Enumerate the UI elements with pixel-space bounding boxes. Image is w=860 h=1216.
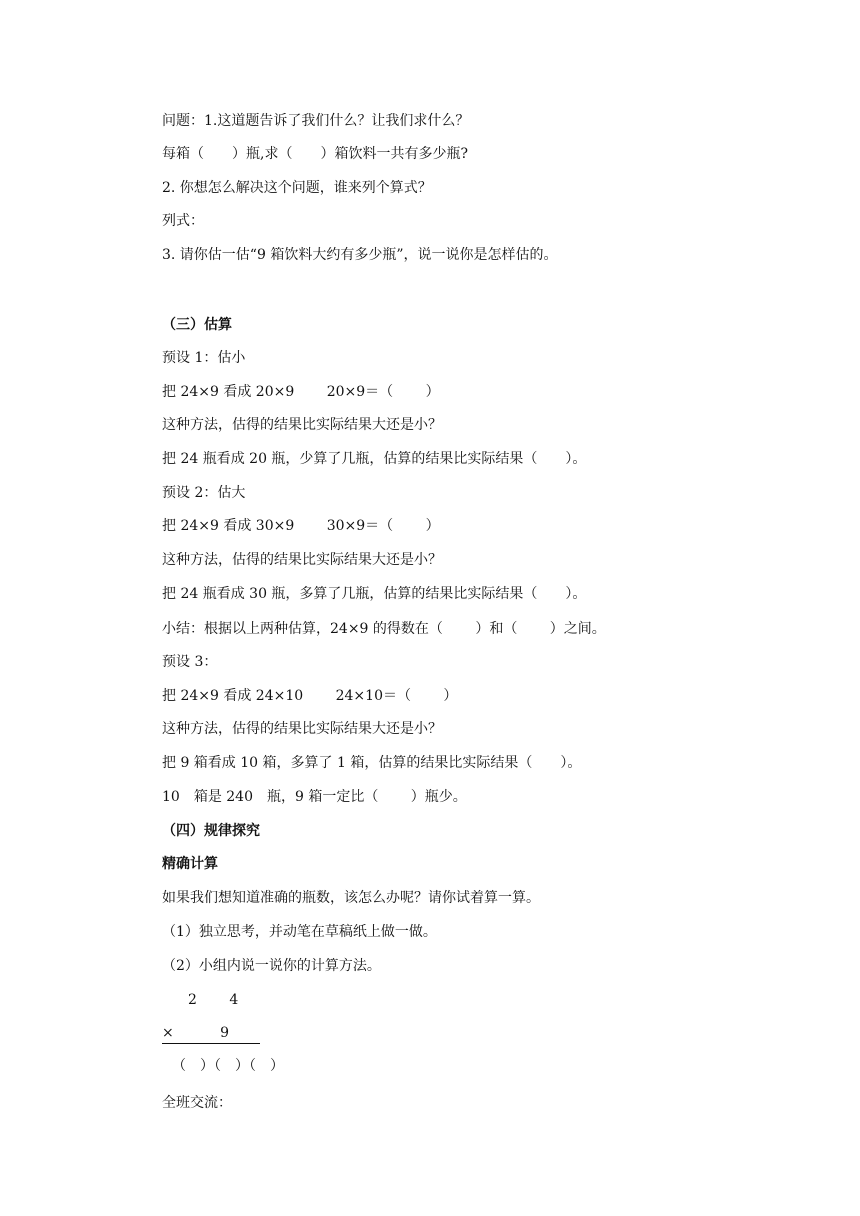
question-3: 3. 请你估一估“9 箱饮料大约有多少瓶”，说一说你是怎样估的。 bbox=[162, 247, 558, 263]
summary: 小结：根据以上两种估算，24×9 的得数在（ ）和（ ）之间。 bbox=[162, 621, 606, 637]
question-2: 2. 你想怎么解决这个问题，谁来列个算式？ bbox=[162, 180, 432, 196]
preset-3-note: 10 箱是 240 瓶，9 箱一定比（ ）瓶少。 bbox=[162, 789, 467, 805]
question-1: 问题：1.这道题告诉了我们什么？让我们求什么？ bbox=[162, 113, 470, 129]
step-1: （1）独立思考，并动笔在草稿纸上做一做。 bbox=[162, 924, 437, 940]
preset-2-conclusion: 把 24 瓶看成 30 瓶，多算了几瓶，估算的结果比实际结果（ ）。 bbox=[162, 586, 587, 602]
step-2: （2）小组内说一说你的计算方法。 bbox=[162, 958, 381, 974]
vertical-multiplication bbox=[162, 991, 284, 1081]
preset-3-label: 预设 3： bbox=[162, 654, 218, 670]
exact-calculation-heading: 精确计算 bbox=[162, 856, 218, 872]
preset-1-question: 这种方法，估得的结果比实际结果大还是小？ bbox=[162, 417, 442, 433]
preset-1-equation: 把 24×9 看成 20×9 20×9＝（ ） bbox=[162, 384, 440, 400]
preset-1-conclusion: 把 24 瓶看成 20 瓶，少算了几瓶，估算的结果比实际结果（ ）。 bbox=[162, 451, 587, 467]
section-pattern-heading: （四）规律探究 bbox=[162, 823, 260, 839]
preset-2-label: 预设 2：估大 bbox=[162, 485, 246, 501]
preset-3-question: 这种方法，估得的结果比实际结果大还是小？ bbox=[162, 721, 442, 737]
class-discussion: 全班交流： bbox=[162, 1095, 232, 1111]
preset-3-equation: 把 24×9 看成 24×10 24×10＝（ ） bbox=[162, 688, 458, 704]
preset-2-question: 这种方法，估得的结果比实际结果大还是小？ bbox=[162, 552, 442, 568]
question-1-fill: 每箱（ ）瓶,求（ ）箱饮料一共有多少瓶? bbox=[162, 146, 468, 162]
equation-label: 列式： bbox=[162, 213, 204, 229]
preset-1-label: 预设 1：估小 bbox=[162, 350, 246, 366]
preset-2-equation: 把 24×9 看成 30×9 30×9＝（ ） bbox=[162, 518, 440, 534]
product-blanks: （ ）（ ）（ ） bbox=[172, 1058, 284, 1074]
multiplier-row: × 9 bbox=[162, 1024, 260, 1044]
section-estimation-heading: （三）估算 bbox=[162, 317, 232, 333]
exact-intro: 如果我们想知道准确的瓶数，该怎么办呢？请你试着算一算。 bbox=[162, 890, 540, 906]
preset-3-conclusion: 把 9 箱看成 10 箱，多算了 1 箱，估算的结果比实际结果（ ）。 bbox=[162, 755, 582, 771]
multiplicand: 2 4 bbox=[188, 992, 239, 1008]
